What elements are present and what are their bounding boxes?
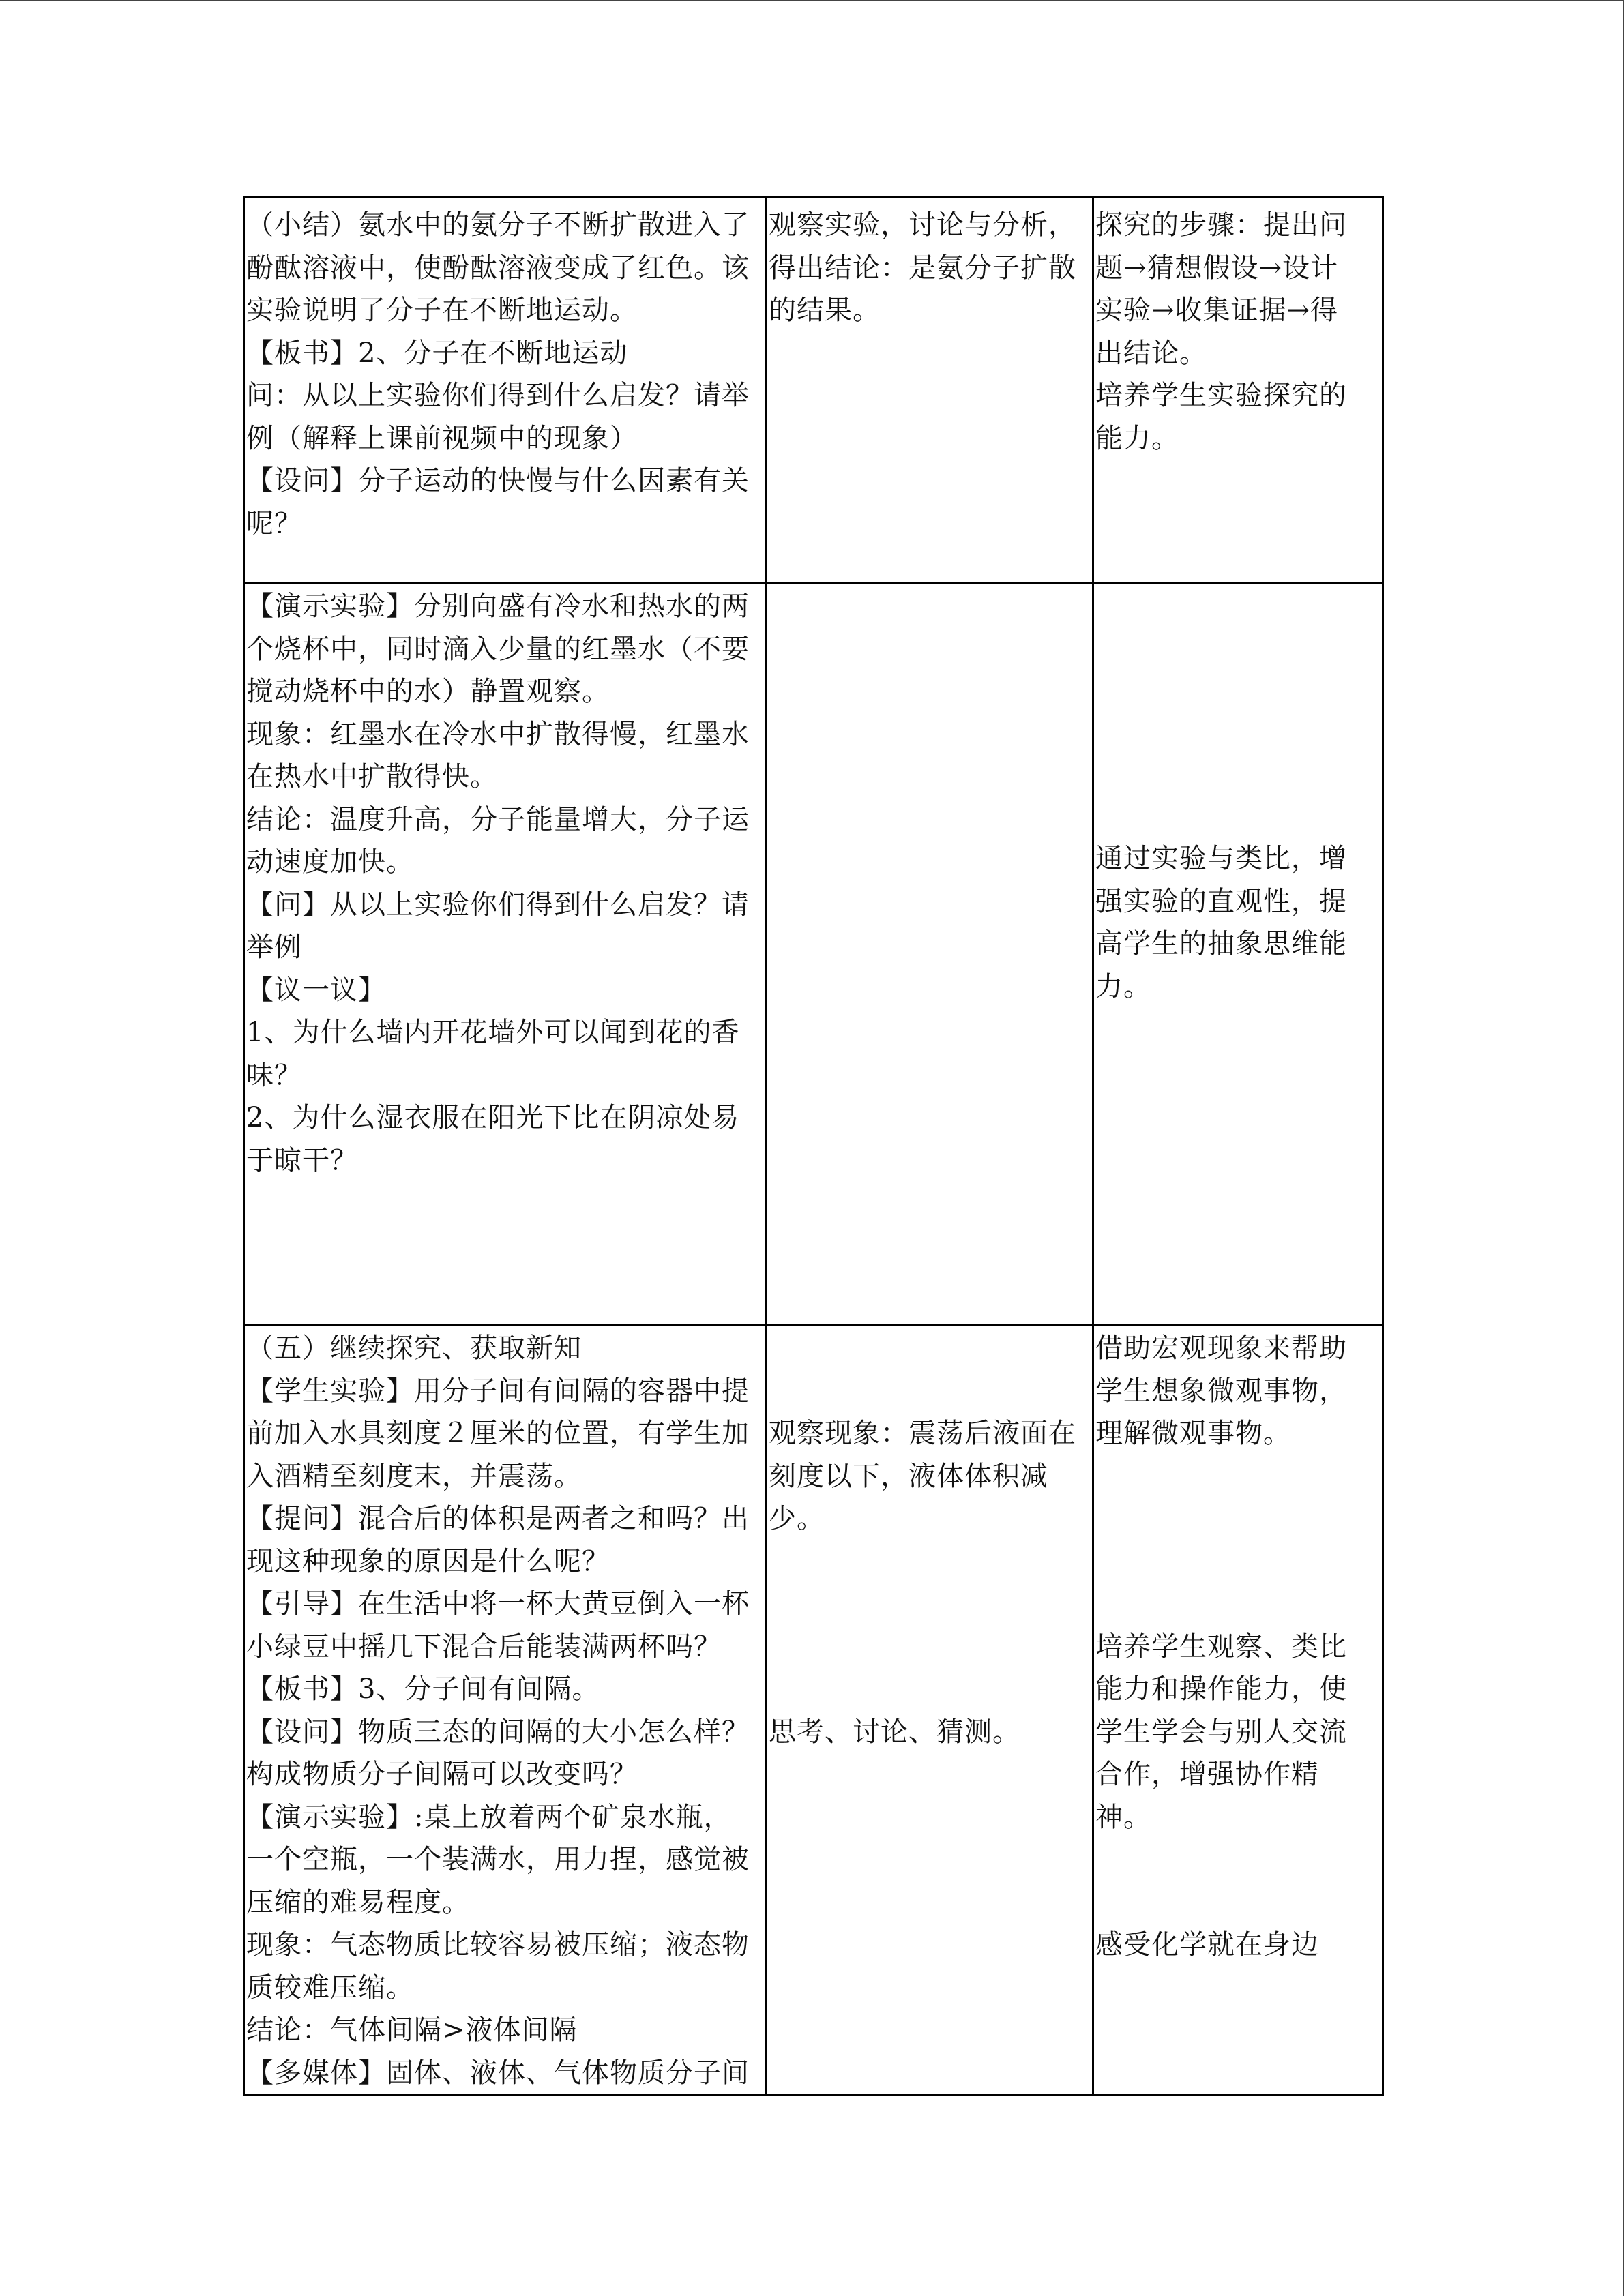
text-line: 能力。 <box>1095 422 1179 454</box>
text-line: 现这种现象的原因是什么呢？ <box>246 1545 610 1577</box>
text-line: 观察实验，讨论与分析， <box>769 209 1076 241</box>
text-line: 构成物质分子间隔可以改变吗？ <box>246 1759 638 1790</box>
table-row <box>244 1325 1383 2096</box>
text-line: 前加入水具刻度２厘米的位置，有学生加 <box>246 1418 750 1449</box>
text-line: 现象：气态物质比较容易被压缩；液态物 <box>246 1929 750 1960</box>
text-line: 味？ <box>246 1059 302 1091</box>
text-line: 酚酞溶液中，使酚酞溶液变成了红色。该 <box>246 252 750 284</box>
design-intent-cell <box>1093 198 1383 583</box>
text-line: 个烧杯中，同时滴入少量的红墨水（不要 <box>246 633 750 665</box>
text-line: 高学生的抽象思维能 <box>1095 928 1347 959</box>
text-line: 质较难压缩。 <box>246 1971 414 2003</box>
text-line: 培养学生实验探究的 <box>1095 380 1347 411</box>
text-line: 【引导】在生活中将一杯大黄豆倒入一杯 <box>246 1588 750 1620</box>
text-line: 实验说明了分子在不断地运动。 <box>246 295 638 326</box>
text-line: 结论：气体间隔>液体间隔 <box>246 2014 578 2046</box>
text-line: 【板书】3、分子间有间隔。 <box>246 1673 600 1705</box>
text-line: 借助宏观现象来帮助 <box>1095 1332 1347 1364</box>
text-line: 【学生实验】用分子间有间隔的容器中提 <box>246 1375 750 1407</box>
text-line: 能力和操作能力，使 <box>1095 1673 1347 1705</box>
text-line: 问：从以上实验你们得到什么启发？请举 <box>246 380 750 411</box>
text-line: 感受化学就在身边 <box>1095 1929 1319 1960</box>
text-line: 通过实验与类比，增 <box>1095 843 1347 874</box>
text-line: 在热水中扩散得快。 <box>246 761 498 792</box>
text-line: 【板书】2、分子在不断地运动 <box>246 337 628 369</box>
text-line: 【演示实验】:桌上放着两个矿泉水瓶， <box>246 1801 732 1833</box>
text-line: 【议一议】 <box>246 974 386 1006</box>
text-line: 压缩的难易程度。 <box>246 1886 470 1918</box>
text-line: 学生学会与别人交流 <box>1095 1716 1347 1748</box>
text-line: 实验→收集证据→得 <box>1095 295 1339 326</box>
text-line: 【设问】分子运动的快慢与什么因素有关 <box>246 465 750 496</box>
text-line: 得出结论：是氨分子扩散 <box>769 252 1076 284</box>
text-line: 题→猜想假设→设计 <box>1095 252 1339 284</box>
table-row <box>244 583 1383 1325</box>
table-row <box>244 198 1383 583</box>
text-line: 【演示实验】分别向盛有冷水和热水的两 <box>246 591 750 622</box>
text-line: 1、为什么墙内开花墙外可以闻到花的香 <box>246 1017 740 1048</box>
text-line: 搅动烧杯中的水）静置观察。 <box>246 676 610 707</box>
text-line: 【多媒体】固体、液体、气体物质分子间 <box>246 2057 750 2089</box>
text-line: 呢？ <box>246 507 302 539</box>
text-line: 现象：红墨水在冷水中扩散得慢，红墨水 <box>246 718 750 750</box>
text-line: 少。 <box>769 1503 825 1534</box>
text-line: 入酒精至刻度末，并震荡。 <box>246 1460 582 1492</box>
text-line: 一个空瓶，一个装满水，用力捏，感觉被 <box>246 1844 750 1875</box>
text-line: 小绿豆中摇几下混合后能装满两杯吗？ <box>246 1630 722 1663</box>
text-line: 观察现象：震荡后液面在 <box>769 1418 1076 1449</box>
text-line: 【提问】混合后的体积是两者之和吗？出 <box>246 1503 750 1534</box>
text-line: 力。 <box>1095 970 1151 1002</box>
teacher-activity-cell <box>244 583 767 1325</box>
text-line: 动速度加快。 <box>246 846 414 878</box>
student-activity-cell <box>767 1325 1093 2096</box>
text-line: 探究的步骤：提出问 <box>1095 209 1347 241</box>
text-line: 合作，增强协作精 <box>1095 1759 1319 1790</box>
text-line: 强实验的直观性，提 <box>1095 885 1347 917</box>
text-line: 结论：温度升高，分子能量增大，分子运 <box>246 803 750 835</box>
lesson-plan-table <box>243 196 1384 2096</box>
teacher-activity-cell <box>244 198 767 583</box>
student-activity-cell <box>767 198 1093 583</box>
text-line: （小结）氨水中的氨分子不断扩散进入了 <box>246 209 750 241</box>
design-intent-cell <box>1093 1325 1383 2096</box>
text-line: 培养学生观察、类比 <box>1095 1630 1347 1663</box>
text-line: （五）继续探究、获取新知 <box>246 1332 582 1364</box>
text-line: 刻度以下，液体体积减 <box>769 1460 1048 1492</box>
text-line: 的结果。 <box>769 295 881 326</box>
text-line: 例（解释上课前视频中的现象） <box>246 422 638 454</box>
text-line: 于晾干？ <box>246 1144 358 1176</box>
text-line: 【问】从以上实验你们得到什么启发？请 <box>246 889 750 921</box>
text-line: 思考、讨论、猜测。 <box>769 1716 1020 1748</box>
design-intent-cell <box>1093 583 1383 1325</box>
text-line: 出结论。 <box>1095 337 1207 369</box>
student-activity-cell <box>767 583 1093 1325</box>
text-line: 理解微观事物。 <box>1095 1418 1291 1449</box>
text-line: 【设问】物质三态的间隔的大小怎么样？ <box>246 1716 750 1748</box>
teacher-activity-cell <box>244 1325 767 2096</box>
text-line: 学生想象微观事物， <box>1095 1375 1347 1407</box>
text-line: 举例 <box>246 931 302 963</box>
text-line: 神。 <box>1095 1801 1151 1833</box>
text-line: 2、为什么湿衣服在阳光下比在阴凉处易 <box>246 1102 740 1133</box>
